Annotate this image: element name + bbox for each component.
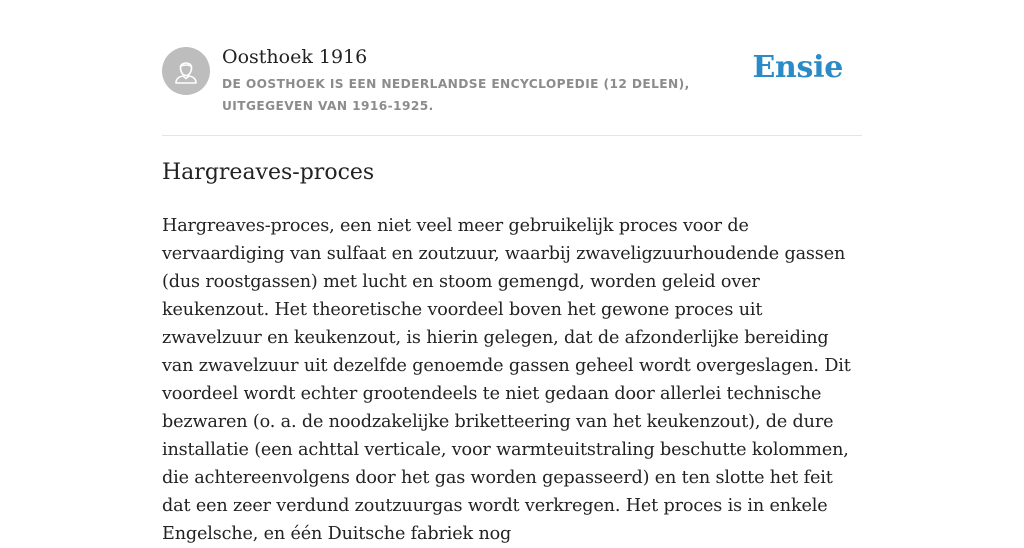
- article-title: Hargreaves-proces: [162, 160, 375, 185]
- source-title[interactable]: Oosthoek 1916: [222, 46, 368, 68]
- article-body: Hargreaves-proces, een niet veel meer gebruikelijk proces voor de vervaardiging van sulfaat en zoutzuur, waarbij zwaveligzuurhoudende gassen (dus roostgassen) met lucht en stoom gemengd, worden geleid over keukenzout. Het theoretische voordeel boven het gewone proces uit zwavelzuur en keukenzout, is hierin gelegen, dat de afzonderlijke bereiding van zwavelzuur uit dezelfde genoemde gassen geheel wordt overgeslagen. Dit voordeel wordt echter grootendeels te niet gedaan door allerlei technische bezwaren (o. a. de noodzakelijke briketteering van het keukenzout), de dure installatie (een achttal verticale, voor warmteuitstraling beschutte kolommen, die achtereenvolgens door het gas worden gepasseerd) en ten slotte het feit dat een zeer verdund zoutzuurgas wordt verkregen. Het proces is in enkele Engelsche, en één Duitsche fabriek nog: [162, 216, 851, 544]
- ensie-logo[interactable]: Ensie: [752, 50, 843, 85]
- source-avatar[interactable]: [162, 47, 210, 95]
- source-description: DE OOSTHOEK IS EEN NEDERLANDSE ENCYCLOPEDIE (12 DELEN), UITGEGEVEN VAN 1916-1925.: [222, 77, 690, 113]
- page-container: [162, 0, 862, 544]
- user-icon: [162, 47, 210, 95]
- source-header: [162, 0, 862, 136]
